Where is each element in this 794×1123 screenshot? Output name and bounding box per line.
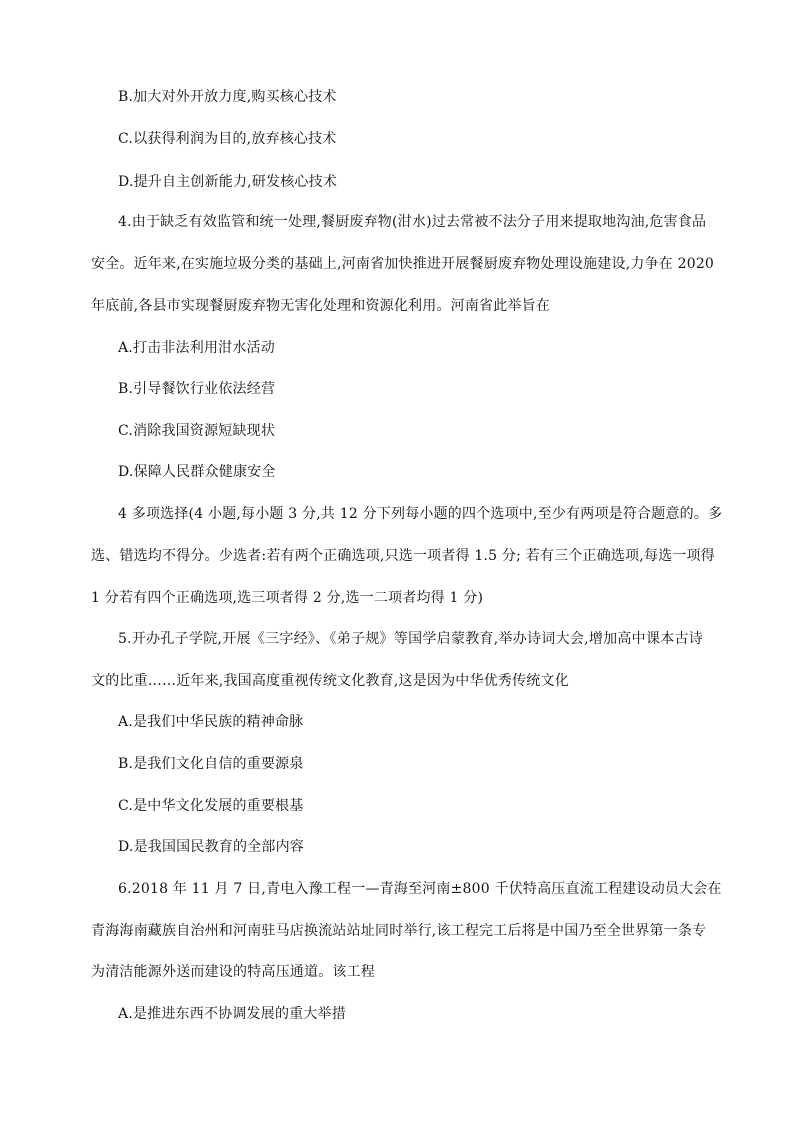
q5-option-d: D.是我国国民教育的全部内容 [118, 839, 304, 855]
q4-stem-line-3: 年底前,各县市实现餐厨废弃物无害化处理和资源化利用。河南省此举旨在 [91, 298, 551, 314]
q5-stem-line-2: 文的比重……近年来,我国高度重视传统文化教育,这是因为中华优秀传统文化 [91, 673, 569, 689]
q4-option-d: D.保障人民群众健康安全 [118, 464, 276, 480]
q4-stem-line-2: 安全。近年来,在实施垃圾分类的基础上,河南省加快推进开展餐厨废弃物处理设施建设,力争在 2020 [91, 256, 715, 272]
q4-stem-line-1: 4.由于缺乏有效监管和统一处理,餐厨废弃物(泔水)过去常被不法分子用来提取地沟油,危害食品 [118, 214, 707, 230]
q5-stem-line-1: 5.开办孔子学院,开展《三字经》、《弟子规》等国学启蒙教育,举办诗词大会,增加高中课本古诗 [118, 631, 703, 647]
section-instructions-line-1: 4 多项选择(4 小题,每小题 3 分,共 12 分下列每小题的四个选项中,至少有两项是符合题意的。多 [118, 506, 723, 522]
q6-option-a: A.是推进东西不协调发展的重大举措 [118, 1006, 346, 1022]
section-instructions-line-3: 1 分若有四个正确选项,选三项者得 2 分,选一二项者均得 1 分) [91, 590, 484, 606]
q3-option-b: B.加大对外开放力度,购买核心技术 [118, 89, 337, 105]
q5-option-b: B.是我们文化自信的重要源泉 [118, 756, 304, 772]
q4-option-b: B.引导餐饮行业依法经营 [118, 381, 276, 397]
section-instructions-line-2: 选、错选均不得分。少选者:若有两个正确选项,只选一项者得 1.5 分; 若有三个正确选项,每选一项得 [91, 548, 715, 564]
q5-option-c: C.是中华文化发展的重要根基 [118, 798, 304, 814]
q5-option-a: A.是我们中华民族的精神命脉 [118, 714, 304, 730]
q6-stem-line-2: 青海海南藏族自治州和河南驻马店换流站站址同时举行,该工程完工后将是中国乃至全世界第一条专 [91, 923, 707, 939]
q4-option-a: A.打击非法利用泔水活动 [118, 340, 275, 356]
q3-option-d: D.提升自主创新能力,研发核心技术 [118, 174, 338, 190]
q3-option-c: C.以获得利润为目的,放弃核心技术 [118, 131, 337, 147]
q6-stem-line-3: 为清洁能源外送而建设的特高压通道。该工程 [91, 964, 375, 980]
q4-option-c: C.消除我国资源短缺现状 [118, 423, 276, 439]
q6-stem-line-1: 6.2018 年 11 月 7 日,青电入豫工程一—青海至河南±800 千伏特高压直流工程建设动员大会在 [118, 881, 722, 897]
